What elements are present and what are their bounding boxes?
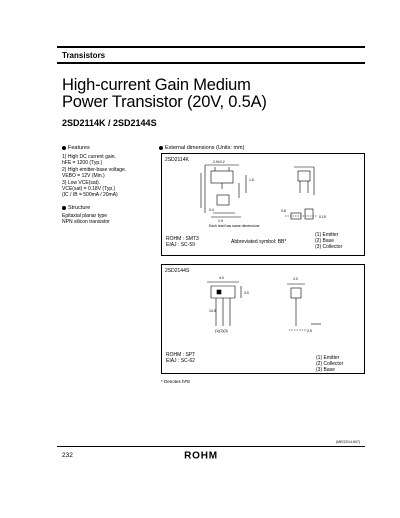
category-label: Transistors: [62, 51, 106, 60]
feature-line: VCE(sat) = 0.18V (Typ.): [62, 186, 116, 193]
pin-label: (1) Emitter: [316, 355, 340, 361]
svg-text:(1)(2)(3): (1)(2)(3): [215, 329, 228, 333]
package-1-codes: [166, 236, 199, 248]
top-rule: [57, 46, 365, 48]
structure-line: NPN silicon transistor: [62, 219, 110, 226]
svg-text:1.9: 1.9: [218, 219, 223, 223]
structure-line: Epitaxial planar type: [62, 213, 108, 219]
page-title: [62, 77, 267, 111]
part-numbers: 2SD2114K / 2SD2144S: [62, 118, 157, 128]
bullet-icon: [62, 146, 66, 150]
title-line-2: Power Transistor (20V, 0.5A): [62, 93, 267, 111]
svg-text:0.15: 0.15: [319, 215, 326, 219]
pin-label: (2) Base: [315, 238, 334, 244]
package-1-code-line: ROHM : SMT3: [166, 236, 199, 242]
feature-line: VEBO = 12V (Min.): [62, 173, 105, 180]
package-1-name: 2SD2114K: [165, 157, 189, 163]
rohm-logo: [183, 450, 219, 460]
feature-line: (IC / IB = 500mA / 20mA): [62, 192, 118, 199]
feature-line: hFE = 1200 (Typ.): [62, 160, 103, 167]
features-heading-row: [62, 145, 90, 152]
svg-text:14.5: 14.5: [209, 309, 216, 313]
package-2-code-line: ROHM : SPT: [166, 352, 196, 358]
bullet-icon: [159, 146, 163, 150]
package-2-codes: [166, 352, 195, 364]
package-1-note: Each lead has same dimensions: [209, 224, 260, 228]
package-2-footnote: * Denotes hFE: [161, 379, 191, 384]
package-2-name: 2SD2144S: [165, 268, 190, 274]
package-2-pins: [316, 355, 343, 373]
svg-text:0.4: 0.4: [209, 208, 214, 212]
svg-text:3.0: 3.0: [244, 291, 249, 295]
structure-text: [62, 213, 110, 226]
rohm-logo-mark: [183, 450, 219, 460]
svg-text:4.0: 4.0: [219, 276, 224, 280]
features-list: [62, 154, 152, 199]
package-2-code-line: EIAJ : SC-62: [166, 358, 195, 364]
pin-label: (3) Collector: [315, 244, 343, 250]
package-1-pins: [315, 232, 342, 250]
package-1-marking: Abbreviated symbol: BB*: [231, 239, 287, 245]
svg-text:2.0: 2.0: [293, 277, 298, 281]
dimensions-heading: External dimensions (Units: mm): [165, 145, 245, 151]
feature-line: 2) High emitter-base voltage.: [62, 166, 127, 173]
dimensions-heading-row: [159, 145, 244, 152]
category-rule: [57, 62, 365, 64]
svg-text:2.9±0.2: 2.9±0.2: [213, 160, 225, 164]
svg-text:1.6: 1.6: [249, 178, 254, 182]
footer-rule: [57, 446, 365, 447]
svg-text:2.5: 2.5: [307, 329, 312, 333]
doc-code: (MEG2/14-607): [336, 440, 361, 444]
page-number: 232: [62, 452, 73, 459]
svg-text:0.8: 0.8: [281, 209, 286, 213]
feature-line: 1) High DC current gain.: [62, 154, 116, 160]
feature-line: 3) Low VCE(sat).: [62, 179, 101, 186]
bullet-icon: [62, 206, 66, 210]
structure-heading-row: [62, 205, 90, 212]
structure-heading: Structure: [68, 205, 91, 211]
package-1-code-line: EIAJ : SC-59: [166, 242, 195, 248]
features-heading: Features: [68, 145, 90, 151]
pin-label: (3) Base: [316, 367, 335, 373]
pin-label: (1) Emitter: [315, 232, 339, 238]
pin-label: (2) Collector: [316, 361, 344, 367]
rohm-logo-text: ROHM: [184, 450, 218, 462]
title-line-1: High-current Gain Medium: [62, 76, 251, 94]
